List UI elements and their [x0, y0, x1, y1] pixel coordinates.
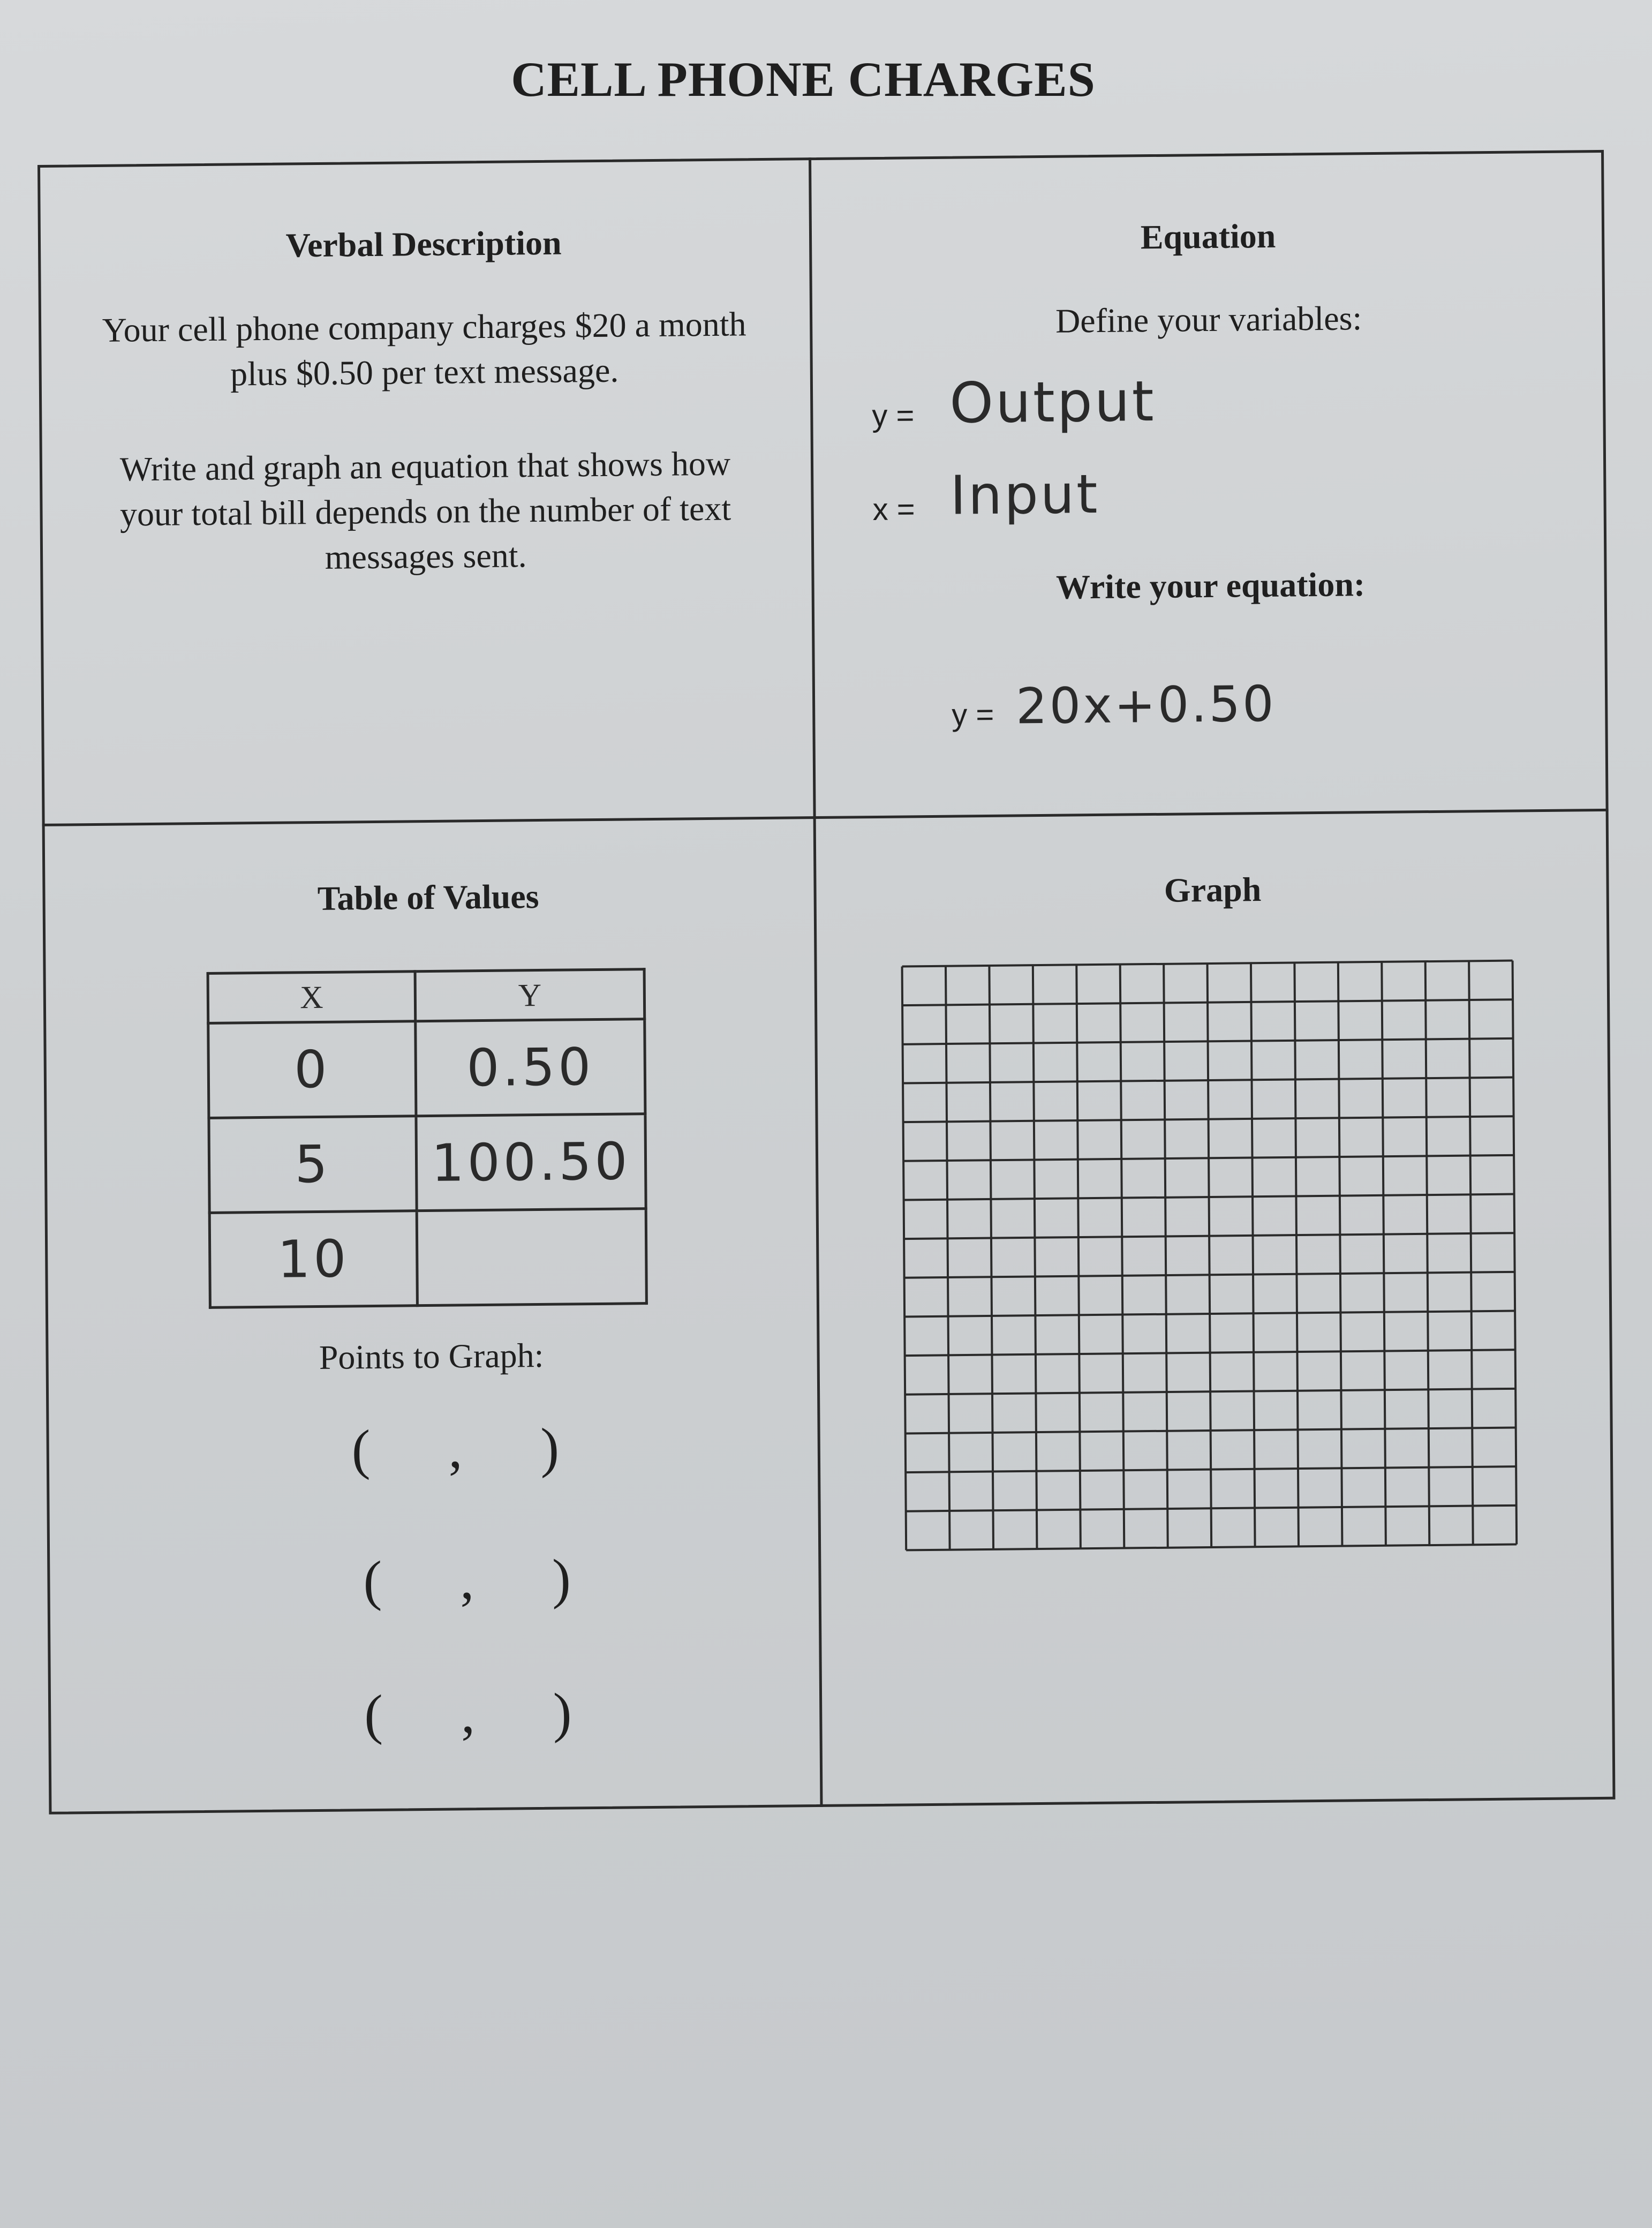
graph-grid-vertical-line: [1208, 964, 1212, 1547]
verbal-description: [49, 301, 799, 398]
graph-grid-vertical-line: [1120, 965, 1125, 1548]
table-row: [208, 1019, 645, 1118]
table-heading: Table of Values: [317, 877, 539, 917]
graph-grid-vertical-line: [1294, 962, 1299, 1546]
graph-grid-vertical-line: [989, 966, 993, 1549]
graph-grid-vertical-line: [1382, 962, 1386, 1546]
x-variable-label: x =: [872, 492, 915, 528]
write-equation-prompt: Write your equation:: [1055, 565, 1366, 606]
table-header-row: [208, 969, 645, 1023]
column-header-y: Y: [415, 969, 645, 1021]
page-title: CELL PHONE CHARGES: [511, 52, 1096, 107]
graph-grid-vertical-line: [1251, 963, 1255, 1547]
graph-grid-vertical-line: [1076, 965, 1081, 1548]
point-blank-1: ( , ): [351, 1417, 592, 1481]
verbal-line-5: messages sent.: [325, 536, 527, 576]
table-cell-y: [417, 1209, 646, 1306]
graph-heading: Graph: [1164, 870, 1262, 909]
y-variable-answer: Output: [949, 368, 1156, 436]
graph-grid-vertical-line: [1425, 961, 1430, 1545]
quadrant-frame: [37, 150, 1616, 1815]
graph-grid-vertical-line: [1469, 961, 1473, 1545]
verbal-line-1: Your cell phone company charges $20 a month: [102, 305, 746, 349]
table-cell-x: 0: [208, 1021, 416, 1118]
equation-label: y =: [952, 697, 994, 733]
verbal-line-4: your total bill depends on the number of text: [119, 489, 731, 533]
verbal-line-2: plus $0.50 per text message.: [230, 351, 619, 393]
verbal-line-3: Write and graph an equation that shows how: [119, 444, 731, 488]
table-row: [209, 1209, 646, 1308]
point-blank-2: ( , ): [363, 1547, 604, 1612]
graph-grid-vertical-line: [1513, 961, 1517, 1545]
equation-heading: Equation: [1140, 216, 1276, 257]
graph-grid: [900, 959, 1520, 1554]
points-heading: Points to Graph:: [319, 1336, 544, 1376]
graph-grid-vertical-line: [1033, 965, 1037, 1549]
verbal-heading: Verbal Description: [285, 223, 562, 265]
verbal-instructions: [50, 440, 801, 582]
table-cell-x: 10: [209, 1211, 417, 1308]
column-header-x: X: [208, 972, 416, 1023]
graph-grid-vertical-line: [946, 966, 950, 1550]
y-variable-label: y =: [872, 398, 915, 434]
graph-grid-vertical-line: [1164, 964, 1168, 1548]
table-cell-y: 100.50: [416, 1114, 646, 1211]
equation-answer: 20x+0.50: [1015, 675, 1277, 735]
point-blank-3: ( , ): [364, 1681, 604, 1746]
values-table: [207, 968, 648, 1309]
table-cell-y: 0.50: [416, 1019, 645, 1116]
table-row: [209, 1114, 646, 1213]
define-variables-prompt: Define your variables:: [1055, 299, 1362, 340]
graph-grid-vertical-line: [1338, 962, 1342, 1546]
x-variable-answer: Input: [950, 462, 1100, 527]
table-cell-x: 5: [209, 1116, 417, 1213]
